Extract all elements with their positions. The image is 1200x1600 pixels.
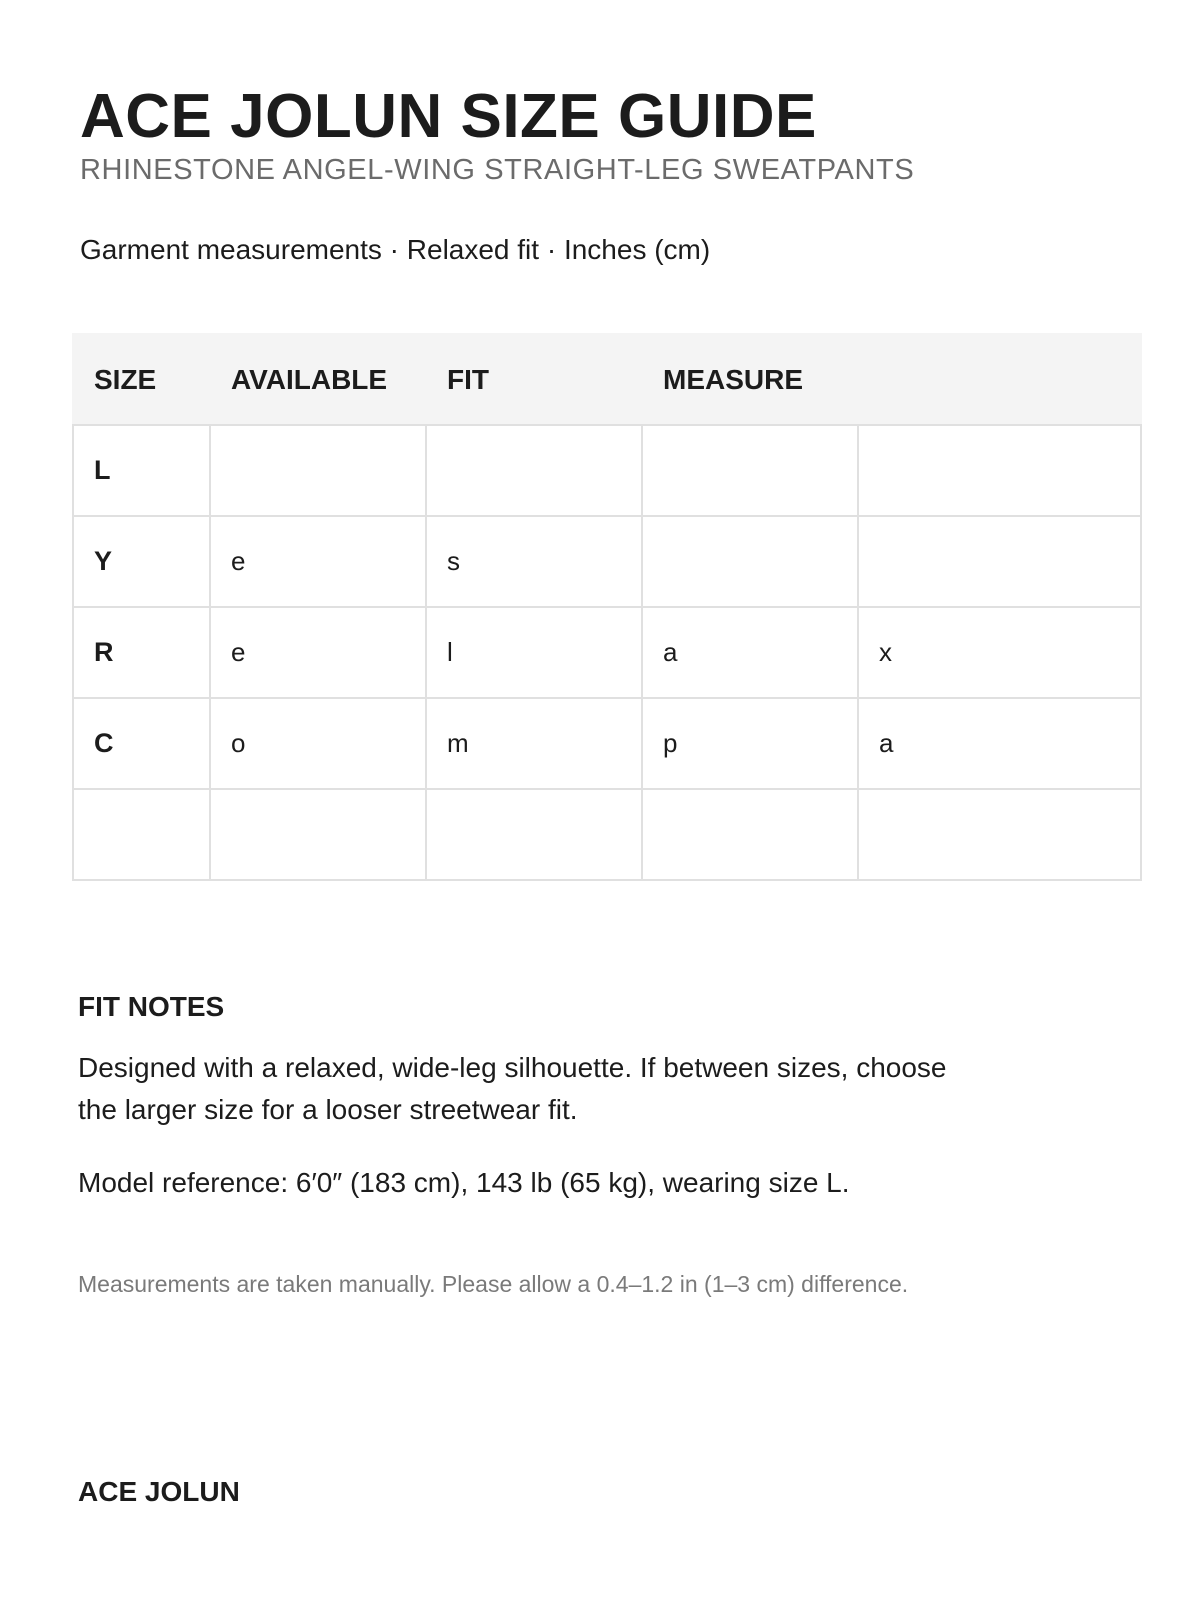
table-cell: a: [642, 607, 858, 698]
table-cell: [210, 425, 426, 516]
size-table: [72, 333, 1142, 881]
model-reference: Model reference: 6′0″ (183 cm), 143 lb (65 kg), wearing size L.: [78, 1167, 850, 1198]
footer-brand: ACE JOLUN: [78, 1476, 240, 1507]
table-cell-size: [73, 789, 210, 880]
measurement-disclaimer: Measurements are taken manually. Please allow a 0.4–1.2 in (1–3 cm) difference.: [78, 1271, 909, 1297]
table-row: [73, 789, 1141, 880]
table-cell: [642, 516, 858, 607]
table-cell: [642, 789, 858, 880]
table-cell: s: [426, 516, 642, 607]
table-cell-size: R: [73, 607, 210, 698]
column-header-size: SIZE: [73, 334, 210, 425]
table-row: [73, 516, 1141, 607]
table-cell-size: L: [73, 425, 210, 516]
table-row: [73, 698, 1141, 789]
table-header-row: [73, 334, 1141, 425]
table-cell: x: [858, 607, 1141, 698]
table-cell-size: Y: [73, 516, 210, 607]
table-cell: o: [210, 698, 426, 789]
table-cell: p: [642, 698, 858, 789]
table-cell: [642, 425, 858, 516]
table-cell: [426, 425, 642, 516]
fit-notes-body: Designed with a relaxed, wide-leg silhouette. If between sizes, choose the larger size for a looser streetwear fit.: [78, 1052, 947, 1125]
table-cell: l: [426, 607, 642, 698]
table-cell: [858, 425, 1141, 516]
table-row: [73, 607, 1141, 698]
table-cell: [426, 789, 642, 880]
table-cell: [210, 789, 426, 880]
table-cell: e: [210, 607, 426, 698]
column-header-fit: FIT: [426, 334, 642, 425]
page-title: ACE JOLUN SIZE GUIDE: [80, 82, 817, 151]
column-header-empty: [858, 334, 1141, 425]
table-cell: [858, 789, 1141, 880]
column-header-measure: MEASURE: [642, 334, 858, 425]
column-header-available: AVAILABLE: [210, 334, 426, 425]
fit-notes-heading: FIT NOTES: [78, 991, 225, 1022]
measurement-info: Garment measurements · Relaxed fit · Inches (cm): [80, 234, 711, 265]
table-cell: m: [426, 698, 642, 789]
table-cell: [858, 516, 1141, 607]
table-cell: a: [858, 698, 1141, 789]
table-cell: e: [210, 516, 426, 607]
table-cell-size: C: [73, 698, 210, 789]
table-row: [73, 425, 1141, 516]
product-subtitle: RHINESTONE ANGEL-WING STRAIGHT-LEG SWEATPANTS: [80, 154, 915, 186]
